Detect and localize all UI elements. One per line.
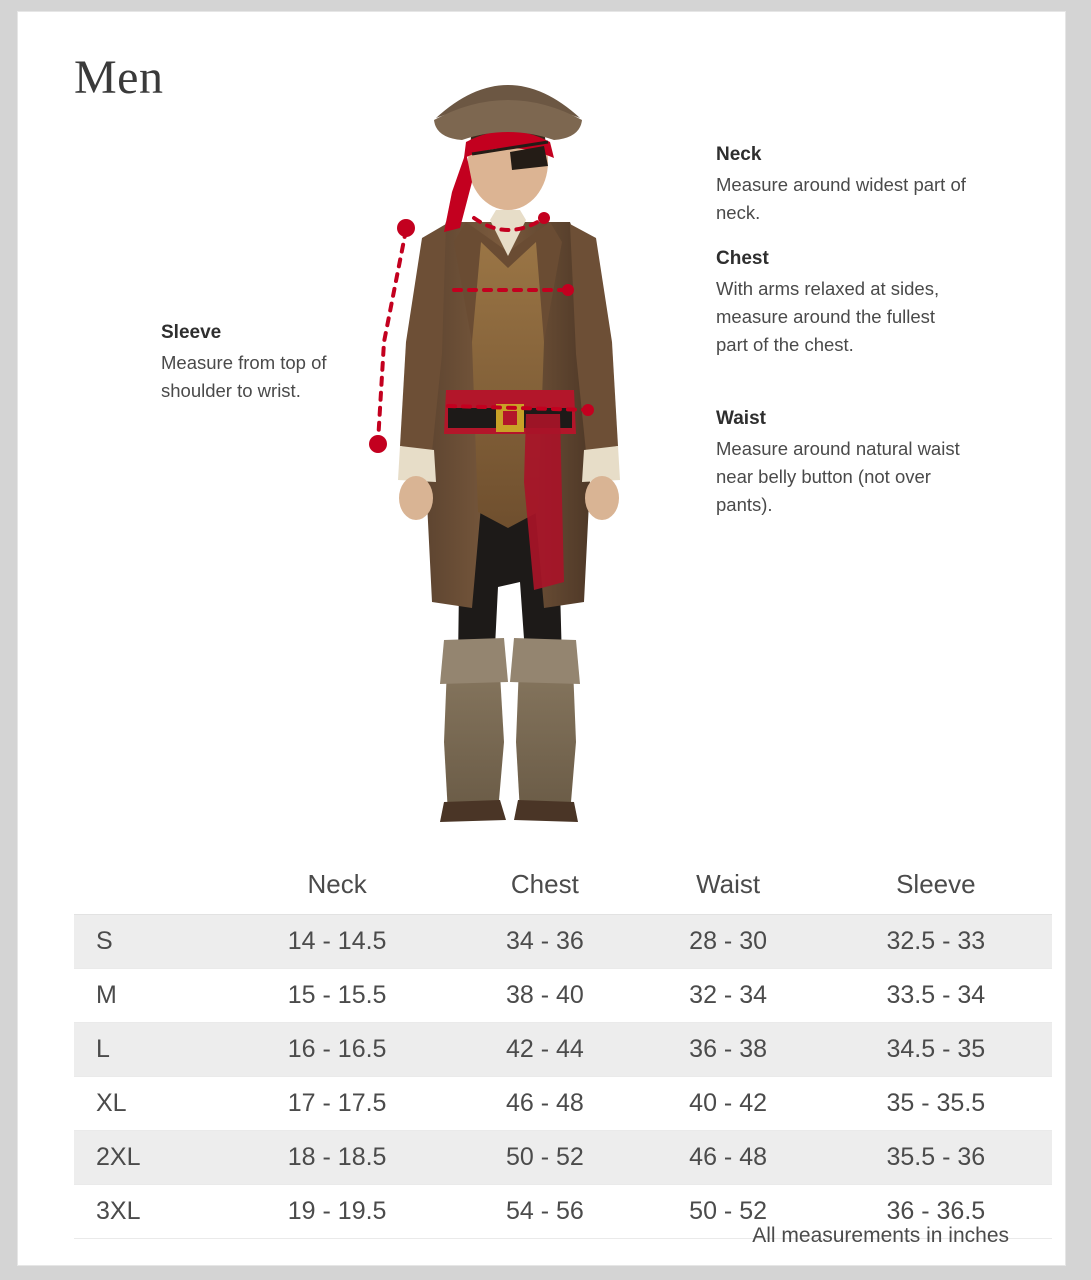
annotation-waist-heading: Waist bbox=[716, 408, 766, 429]
cell-chest: 34 - 36 bbox=[453, 915, 636, 969]
size-table bbox=[74, 855, 1052, 1239]
neck-dot bbox=[538, 212, 550, 224]
cell-chest: 38 - 40 bbox=[453, 969, 636, 1023]
annotation-neck-heading: Neck bbox=[716, 144, 762, 165]
cell-waist: 40 - 42 bbox=[636, 1077, 819, 1131]
annotation-chest bbox=[716, 248, 966, 359]
cell-waist: 28 - 30 bbox=[636, 915, 819, 969]
cell-sleeve: 32.5 - 33 bbox=[820, 915, 1052, 969]
sleeve-start-dot bbox=[397, 219, 415, 237]
annotation-neck-body: Measure around widest part of neck. bbox=[716, 173, 966, 223]
measurements-footnote: All measurements in inches bbox=[752, 1224, 1009, 1247]
chest-dot bbox=[562, 284, 574, 296]
cell-waist: 50 - 52 bbox=[636, 1185, 819, 1239]
waist-dot bbox=[582, 404, 594, 416]
annotation-waist bbox=[716, 408, 986, 519]
column-header-sleeve: Sleeve bbox=[820, 855, 1052, 915]
cell-waist: 36 - 38 bbox=[636, 1023, 819, 1077]
cell-waist: 46 - 48 bbox=[636, 1131, 819, 1185]
table-row bbox=[74, 915, 1052, 969]
cell-neck: 16 - 16.5 bbox=[221, 1023, 453, 1077]
cell-sleeve: 33.5 - 34 bbox=[820, 969, 1052, 1023]
cell-neck: 18 - 18.5 bbox=[221, 1131, 453, 1185]
cell-sleeve: 34.5 - 35 bbox=[820, 1023, 1052, 1077]
annotation-neck bbox=[716, 144, 976, 227]
left-hand bbox=[399, 476, 433, 520]
cell-neck: 19 - 19.5 bbox=[221, 1185, 453, 1239]
cell-size: 2XL bbox=[74, 1131, 221, 1185]
size-chart-card bbox=[18, 12, 1065, 1265]
annotation-sleeve-heading: Sleeve bbox=[161, 322, 222, 343]
cell-chest: 54 - 56 bbox=[453, 1185, 636, 1239]
table-row bbox=[74, 1131, 1052, 1185]
column-header-size bbox=[74, 855, 221, 915]
cell-size: S bbox=[74, 915, 221, 969]
size-table-body bbox=[74, 915, 1052, 1239]
cell-size: 3XL bbox=[74, 1185, 221, 1239]
bandana-tail bbox=[444, 152, 472, 232]
annotation-sleeve-body: Measure from top of shoulder to wrist. bbox=[161, 351, 327, 401]
cell-neck: 17 - 17.5 bbox=[221, 1077, 453, 1131]
annotation-waist-body: Measure around natural waist near belly button (not over pants). bbox=[716, 437, 960, 516]
column-header-chest: Chest bbox=[453, 855, 636, 915]
costume-illustration bbox=[348, 42, 708, 832]
size-table-head bbox=[74, 855, 1052, 915]
cell-neck: 15 - 15.5 bbox=[221, 969, 453, 1023]
right-hand bbox=[585, 476, 619, 520]
annotation-chest-heading: Chest bbox=[716, 248, 769, 269]
cell-sleeve: 35 - 35.5 bbox=[820, 1077, 1052, 1131]
cell-chest: 46 - 48 bbox=[453, 1077, 636, 1131]
cell-size: L bbox=[74, 1023, 221, 1077]
sleeve-dotted-line bbox=[378, 230, 406, 442]
annotation-sleeve bbox=[161, 322, 351, 405]
table-row bbox=[74, 969, 1052, 1023]
table-row bbox=[74, 1023, 1052, 1077]
cell-sleeve: 35.5 - 36 bbox=[820, 1131, 1052, 1185]
page-title: Men bbox=[74, 51, 164, 104]
sleeve-end-dot bbox=[369, 435, 387, 453]
cell-chest: 50 - 52 bbox=[453, 1131, 636, 1185]
table-header-row bbox=[74, 855, 1052, 915]
cell-size: XL bbox=[74, 1077, 221, 1131]
cell-neck: 14 - 14.5 bbox=[221, 915, 453, 969]
annotation-chest-body: With arms relaxed at sides, measure around the fullest part of the chest. bbox=[716, 277, 940, 356]
cell-chest: 42 - 44 bbox=[453, 1023, 636, 1077]
cell-sleeve: 36 - 36.5 bbox=[820, 1185, 1052, 1239]
column-header-neck: Neck bbox=[221, 855, 453, 915]
cell-waist: 32 - 34 bbox=[636, 969, 819, 1023]
column-header-waist: Waist bbox=[636, 855, 819, 915]
cell-size: M bbox=[74, 969, 221, 1023]
table-row bbox=[74, 1077, 1052, 1131]
